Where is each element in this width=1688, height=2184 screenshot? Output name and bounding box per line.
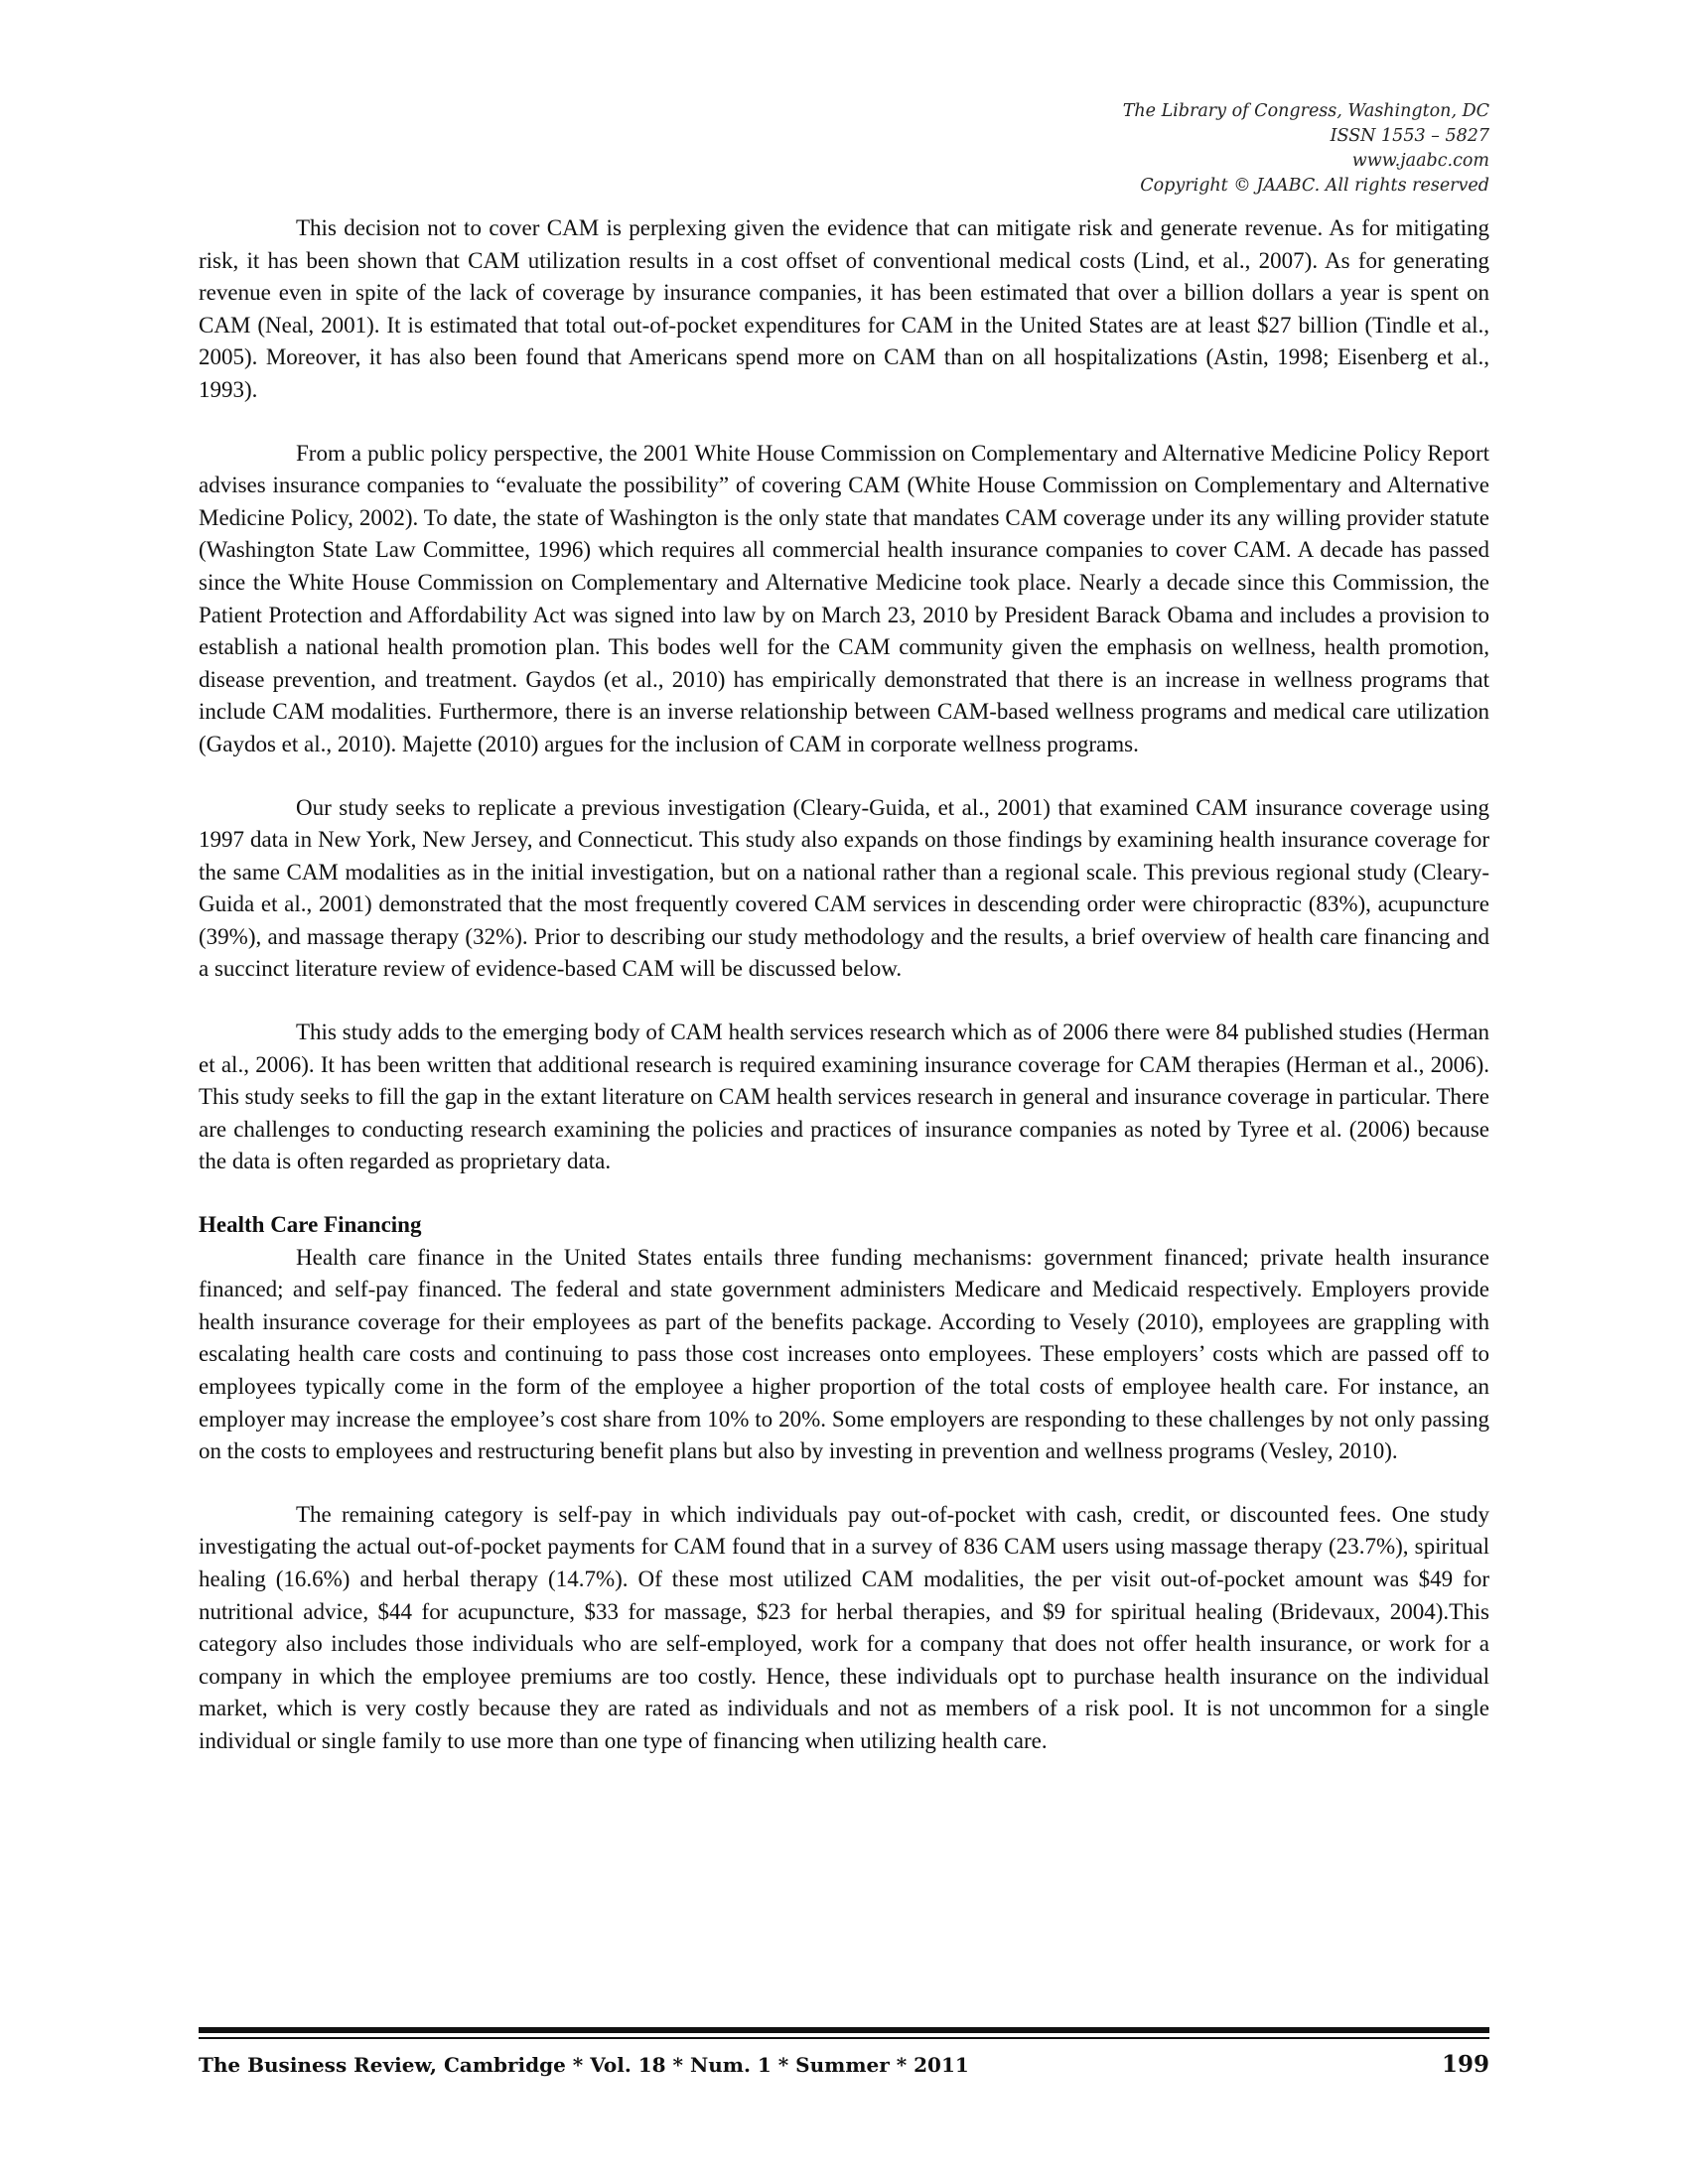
article-body (199, 212, 1489, 1758)
footer-rule-thin (199, 2037, 1489, 2039)
paragraph-health-services-research: This study adds to the emerging body of CAM health services research which as of 2006 there were 84 published studies (Herman et al., 2006). It has been written that additional research is required examining insurance coverage for CAM therapies (Herman et al., 2006). This study seeks to fill the gap in the extant literature on CAM health services research in general and insurance coverage in particular. There are challenges to conducting research examining the policies and practices of insurance companies as noted by Tyree et al. (2006) because the data is often regarded as proprietary data. (199, 1020, 1489, 1174)
paragraph-study-replication: Our study seeks to replicate a previous investigation (Cleary-Guida, et al., 2001) that examined CAM insurance coverage using 1997 data in New York, New Jersey, and Connecticut. This study also expands on those findings by examining health insurance coverage for the same CAM modalities as in the initial investigation, but on a national rather than a regional scale. This previous regional study (Cleary-Guida et al., 2001) demonstrated that the most frequently covered CAM services in descending order were chiropractic (83%), acupuncture (39%), and massage therapy (32%). Prior to describing our study methodology and the results, a brief overview of health care financing and a succinct literature review of evidence-based CAM will be discussed below. (199, 794, 1489, 982)
paragraph-cam-coverage-decision: This decision not to cover CAM is perplexing given the evidence that can mitigate risk and generate revenue. As for mitigating risk, it has been shown that CAM utilization results in a cost offset of conventional medical costs (Lind, et al., 2007). As for generating revenue even in spite of the lack of coverage by insurance companies, it has been estimated that over a billion dollars a year is spent on CAM (Neal, 2001). It is estimated that total out-of-pocket expenditures for CAM in the United States are at least $27 billion (Tindle et al., 2005). Moreover, it has also been found that Americans spend more on CAM than on all hospitalizations (Astin, 1998; Eisenberg et al., 1993). (199, 215, 1489, 402)
page-number: 199 (1441, 2051, 1489, 2078)
section-heading-health-care-financing: Health Care Financing (199, 1212, 422, 1238)
footer-rule-thick (199, 2027, 1489, 2033)
paragraph-self-pay: The remaining category is self-pay in which individuals pay out-of-pocket with cash, credit, or discounted fees. One study investigating the actual out-of-pocket payments for CAM found that in a survey of 836 CAM users using massage therapy (23.7%), spiritual healing (16.6%) and herbal therapy (14.7%). Of these most utilized CAM modalities, the per visit out-of-pocket amount was $49 for nutritional advice, $44 for acupuncture, $33 for massage, $23 for herbal therapies, and $9 for spiritual healing (Bridevaux, 2004).This category also includes those individuals who are self-employed, work for a company that does not offer health insurance, or work for a company in which the employee premiums are too costly. Hence, these individuals opt to purchase health insurance on the individual market, which is very costly because they are rated as individuals and not as members of a risk pool. It is not uncommon for a single individual or single family to use more than one type of financing when utilizing health care. (199, 1501, 1489, 1753)
paragraph-public-policy: From a public policy perspective, the 2001 White House Commission on Complementary and Alternative Medicine Policy Report advises insurance companies to “evaluate the possibility” of covering CAM (White House Commission on Complementary and Alternative Medicine Policy, 2002). To date, the state of Washington is the only state that mandates CAM coverage under its any willing provider statute (Washington State Law Committee, 1996) which requires all commercial health insurance companies to cover CAM. A decade has passed since the White House Commission on Complementary and Alternative Medicine took place. Nearly a decade since this Commission, the Patient Protection and Affordability Act was signed into law by on March 23, 2010 by President Barack Obama and includes a provision to establish a national health promotion plan. This bodes well for the CAM community given the emphasis on wellness, health promotion, disease prevention, and treatment. Gaydos (et al., 2010) has empirically demonstrated that there is an increase in wellness programs that include CAM modalities. Furthermore, there is an inverse relationship between CAM-based wellness programs and medical care utilization (Gaydos et al., 2010). Majette (2010) argues for the inclusion of CAM in corporate wellness programs. (199, 440, 1489, 756)
footer-journal-citation: The Business Review, Cambridge * Vol. 18 * Num. 1 * Summer * 2011 (199, 2053, 969, 2077)
running-header (1123, 99, 1489, 199)
header-copyright-line: Copyright © JAABC. All rights reserved (1140, 176, 1489, 196)
paragraph-funding-mechanisms: Health care finance in the United States entails three funding mechanisms: government financed; private health insurance financed; and self-pay financed. The federal and state government administers Medicare and Medicaid respectively. Employers provide health insurance coverage for their employees as part of the benefits package. According to Vesely (2010), employees are grappling with escalating health care costs and continuing to pass those cost increases onto employees. These employers’ costs which are passed off to employees typically come in the form of the employee a higher proportion of the total costs of employee health care. For instance, an employer may increase the employee’s cost share from 10% to 20%. Some employers are responding to these challenges by not only passing on the costs to employees and restructuring benefit plans but also by investing in prevention and wellness programs (Vesley, 2010). (199, 1244, 1489, 1464)
header-issn-line: ISSN 1553 – 5827 (1330, 126, 1489, 146)
header-library-line: The Library of Congress, Washington, DC (1122, 101, 1489, 121)
header-website-line: www.jaabc.com (1351, 151, 1489, 171)
running-footer (199, 2051, 1489, 2078)
